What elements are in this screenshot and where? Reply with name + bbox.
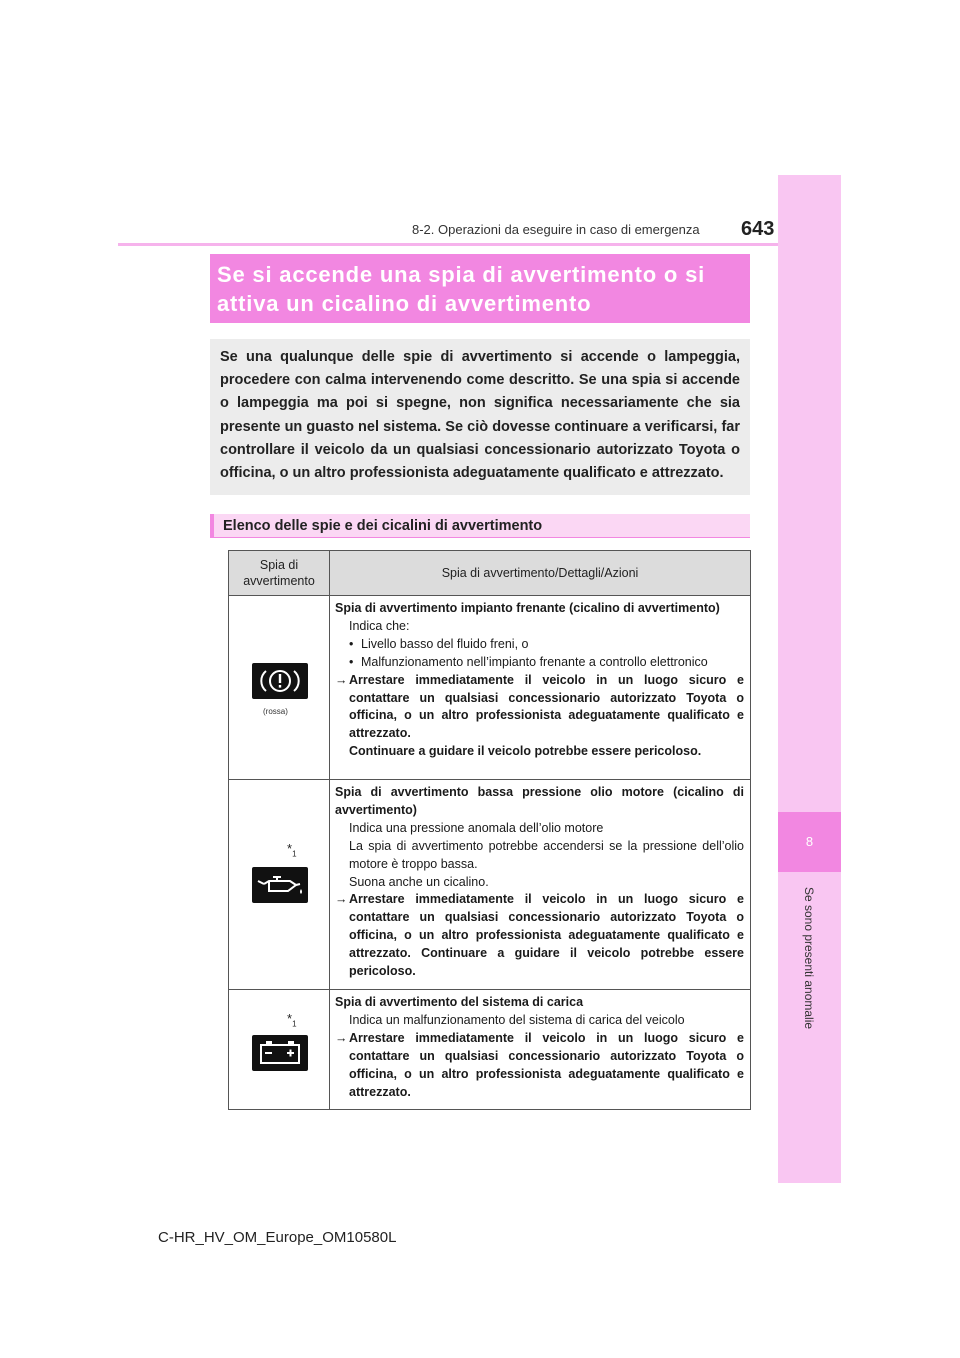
action-extra-text: Continuare a guidare il veicolo potrebbe essere pericoloso. — [349, 744, 702, 759]
detail-line: La spia di avvertimento potrebbe accendersi se la pressione dell’olio motore è troppo bassa. — [349, 838, 744, 871]
icon-cell — [229, 780, 330, 990]
footnote-marker: $*_1$ — [287, 1010, 297, 1029]
bullet-item: • Malfunzionamento nell’impianto frenante a controllo elettronico — [349, 654, 708, 669]
arrow-icon: → — [335, 892, 348, 907]
details-cell — [330, 780, 751, 990]
table-header-row — [229, 551, 751, 596]
brake-warning-icon — [252, 663, 308, 699]
table-row — [229, 596, 751, 780]
indicates-label: Indica che: — [349, 618, 410, 633]
table-row — [229, 989, 751, 1109]
section-title-line-2: attiva un cicalino di avvertimento — [217, 291, 592, 316]
icon-cell — [229, 989, 330, 1109]
action-text: → Arrestare immediatamente il veicolo in un luogo sicuro e contattare un qualsiasi concessionario autorizzato Toyota o officina, o un altro professionista adeguatamente qualificato e attrezzato. Continuare a guidare il veicolo potrebbe essere pericoloso. — [335, 892, 744, 979]
header-col-details: Spia di avvertimento/Dettagli/Azioni — [330, 551, 751, 596]
chapter-number: 8 — [778, 812, 841, 872]
detail-line: Suona anche un cicalino. — [349, 874, 489, 889]
action-text: → Arrestare immediatamente il veicolo in un luogo sicuro e contattare un qualsiasi concessionario autorizzato Toyota o officina, o un altro professionista adeguatamente qualificato e attrezzato. — [335, 672, 744, 741]
action-text: → Arrestare immediatamente il veicolo in un luogo sicuro e contattare un qualsiasi concessionario autorizzato Toyota o officina, o un altro professionista adeguatamente qualificato e attrezzato. — [335, 1030, 744, 1099]
row-title: Spia di avvertimento bassa pressione olio motore (cicalino di avvertimento) — [335, 785, 744, 817]
page-number: 643 — [741, 218, 775, 240]
header-col-warning-light: Spia di avvertimento — [229, 551, 330, 596]
icon-color-note: (rossa) — [263, 707, 288, 716]
detail-line: Indica una pressione anomala dell’olio motore — [349, 820, 604, 835]
subsection-heading: Elenco delle spie e dei cicalini di avvertimento — [210, 514, 750, 538]
section-title — [210, 254, 750, 323]
warning-lights-table — [228, 550, 751, 1110]
arrow-icon: → — [335, 1030, 348, 1045]
details-cell — [330, 596, 751, 780]
bullet-item: • Livello basso del fluido freni, o — [349, 636, 529, 651]
chapter-side-tab — [778, 175, 841, 1183]
table-row — [229, 780, 751, 990]
charging-system-warning-icon — [252, 1035, 308, 1071]
row-title: Spia di avvertimento del sistema di carica — [335, 994, 584, 1009]
intro-box — [210, 339, 750, 495]
oil-pressure-warning-icon — [252, 867, 308, 903]
detail-line: Indica un malfunzionamento del sistema di carica del veicolo — [349, 1012, 685, 1027]
section-title-line-1: Se si accende una spia di avvertimento o si — [217, 262, 706, 287]
row-title: Spia di avvertimento impianto frenante (cicalino di avvertimento) — [335, 601, 720, 615]
chapter-label: Se sono presenti anomalie — [802, 886, 816, 1030]
arrow-icon: → — [335, 672, 348, 687]
intro-text: Se una qualunque delle spie di avvertimento si accende o lampeggia, procedere con calma intervenendo come descritto. Se una spia si accende o lampeggia ma poi si spegne, non significa necessariamente che sia presente un guasto nel sistema. Se ciò dovesse continuare a verificarsi, far controllare il veicolo da un qualsiasi concessionario autorizzato Toyota o officina, o un altro professionista adeguatamente qualificato e attrezzato. — [220, 349, 740, 482]
details-cell — [330, 989, 751, 1109]
icon-cell — [229, 596, 330, 780]
header-section-title: 8-2. Operazioni da eseguire in caso di emergenza — [412, 222, 700, 237]
header-rule — [118, 243, 778, 246]
document-code: C-HR_HV_OM_Europe_OM10580L — [158, 1229, 397, 1246]
footnote-marker: $*_1$ — [287, 841, 297, 859]
